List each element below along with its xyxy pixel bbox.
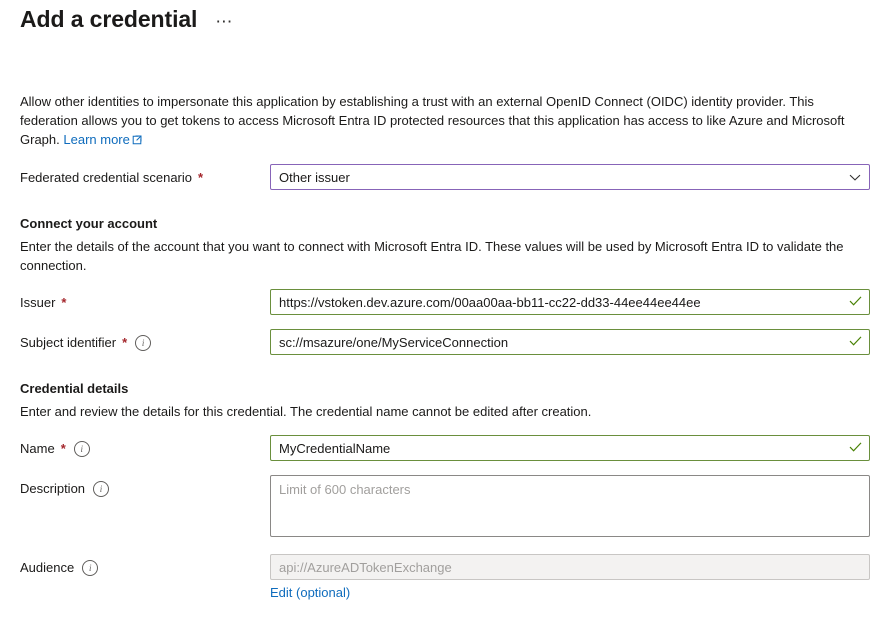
subject-identifier-label [20, 329, 270, 354]
connect-account-title: Connect your account [20, 216, 158, 231]
issuer-label-text: Issuer [20, 295, 56, 310]
row-audience [20, 554, 860, 600]
audience-edit-link[interactable]: Edit (optional) [270, 585, 351, 600]
row-subject-identifier [20, 329, 860, 355]
subject-identifier-label-text: Subject identifier [20, 335, 117, 350]
page-title: Add a credential [20, 6, 198, 32]
issuer-input[interactable] [270, 289, 870, 315]
credential-details-description: Enter and review the details for this credential. The credential name cannot be edited after creation. [20, 404, 592, 419]
required-asterisk: * [122, 335, 128, 350]
required-asterisk: * [198, 170, 204, 185]
issuer-field [270, 289, 870, 315]
row-federated-credential-scenario [20, 164, 860, 190]
audience-label-text: Audience [20, 560, 75, 575]
subject-identifier-input[interactable] [270, 329, 870, 355]
audience-field [270, 554, 870, 600]
intro-body: Allow other identities to impersonate this application by establishing a trust with an external OpenID Connect (OIDC) identity provider. This federation allows you to get tokens to access Microsoft Entra ID protected resources that this application has access to like Azure and Microsoft Graph. [20, 94, 845, 147]
info-icon[interactable]: i [74, 441, 90, 457]
federated-credential-scenario-label-text: Federated credential scenario [20, 170, 192, 185]
federated-credential-scenario-field [270, 164, 870, 190]
external-link-icon [132, 131, 142, 150]
row-issuer [20, 289, 860, 315]
row-name [20, 435, 860, 461]
description-label [20, 475, 270, 500]
name-input[interactable] [270, 435, 870, 461]
row-description [20, 475, 860, 540]
info-icon[interactable]: i [93, 481, 109, 497]
name-field [270, 435, 870, 461]
audience-label [20, 554, 270, 579]
description-textarea[interactable] [270, 475, 870, 537]
description-field [270, 475, 870, 540]
name-label-text: Name [20, 441, 55, 456]
federated-credential-scenario-select[interactable] [270, 164, 870, 190]
info-icon[interactable]: i [135, 335, 151, 351]
description-label-text: Description [20, 481, 86, 496]
intro-text [20, 92, 848, 150]
name-label [20, 435, 270, 460]
required-asterisk: * [60, 441, 66, 456]
info-icon[interactable]: i [82, 560, 98, 576]
panel-header [20, 0, 860, 44]
connect-account-description: Enter the details of the account that you want to connect with Microsoft Entra ID. These values will be used by Microsoft Entra ID to validate the connection. [20, 239, 844, 273]
required-asterisk: * [61, 295, 67, 310]
federated-credential-scenario-label [20, 164, 270, 189]
issuer-label [20, 289, 270, 314]
learn-more-link[interactable]: Learn more [63, 132, 130, 147]
more-options-icon[interactable]: ⋯ [215, 12, 234, 31]
subject-identifier-field [270, 329, 870, 355]
audience-input [270, 554, 870, 580]
credential-details-title: Credential details [20, 381, 129, 396]
